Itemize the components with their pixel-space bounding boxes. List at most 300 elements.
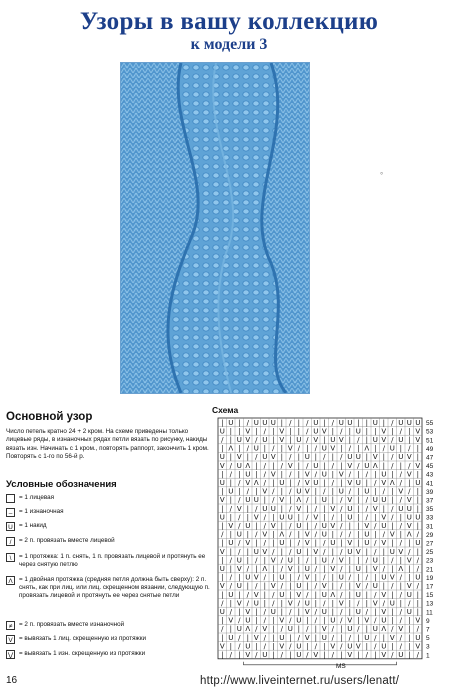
chart-row-label: 7: [426, 626, 430, 634]
chart-cell-symbol: U: [321, 556, 327, 565]
chart-cell-symbol: /: [306, 513, 309, 522]
chart-cell-symbol: /: [263, 573, 266, 582]
chart-cell-symbol: |: [297, 530, 300, 539]
chart-cell-symbol: /: [246, 418, 249, 427]
chart-cell-symbol: |: [408, 633, 411, 642]
chart-cell-symbol: U: [406, 608, 412, 616]
chart-cell-symbol: |: [357, 651, 360, 659]
chart-cell-symbol: /: [314, 582, 317, 591]
chart-cell-symbol: U: [347, 625, 353, 634]
chart-cell-symbol: |: [306, 582, 309, 591]
chart-cell-symbol: V: [406, 522, 412, 530]
chart-cell-symbol: |: [255, 461, 258, 470]
chart-cell-symbol: V: [304, 539, 310, 548]
chart-cell-symbol: |: [348, 427, 351, 436]
chart-cell-symbol: /: [399, 470, 402, 479]
chart-cell-symbol: U: [415, 418, 421, 427]
chart-cell-symbol: V: [245, 479, 251, 487]
p2tog-symbol-icon: ≠: [6, 621, 15, 630]
chart-cell-symbol: U: [245, 496, 251, 505]
chart-cell-symbol: V: [347, 461, 353, 470]
chart-cell-symbol: U: [372, 436, 378, 444]
chart-cell-symbol: /: [314, 616, 317, 625]
chart-cell-symbol: U: [389, 547, 395, 556]
chart-cell-symbol: /: [408, 547, 411, 556]
chart-cell-symbol: U: [398, 504, 404, 513]
chart-cell-symbol: /: [238, 642, 241, 651]
legend-text: = 1 лицевая: [19, 494, 55, 501]
chart-cell-symbol: |: [229, 625, 232, 634]
chart-cell-symbol: /: [280, 565, 283, 573]
chart-cell-symbol: |: [221, 590, 224, 599]
chart-cell-symbol: /: [229, 556, 232, 565]
chart-cell-symbol: |: [221, 573, 224, 582]
chart-cell-symbol: /: [306, 496, 309, 505]
chart-cell-symbol: V: [364, 522, 370, 530]
chart-cell-symbol: |: [289, 496, 292, 505]
chart-cell-symbol: U: [262, 651, 268, 659]
chart-row-label: 25: [426, 549, 434, 557]
chart-cell-symbol: |: [306, 642, 309, 651]
chart-cell-symbol: V: [330, 565, 336, 573]
chart-row-label: 21: [426, 566, 434, 574]
legend-text: = 1 накид: [19, 522, 47, 529]
chart-cell-symbol: /: [331, 461, 334, 470]
chart-cell-symbol: |: [391, 496, 394, 505]
chart-cell-symbol: U: [364, 530, 370, 539]
chart-cell-symbol: |: [297, 565, 300, 573]
chart-cell-symbol: |: [289, 651, 292, 659]
chart-cell-symbol: /: [391, 453, 394, 462]
chart-cell-symbol: /: [374, 522, 377, 530]
chart-cell-symbol: V: [389, 633, 395, 642]
chart-cell-symbol: |: [238, 651, 241, 659]
chart-cell-symbol: |: [221, 444, 224, 453]
chart-cell-symbol: |: [289, 539, 292, 548]
chart-cell-symbol: |: [314, 633, 317, 642]
chart-cell-symbol: V: [330, 504, 336, 513]
chart-cell-symbol: U: [398, 418, 404, 427]
chart-cell-symbol: Λ: [262, 565, 268, 573]
chart-cell-symbol: V: [236, 565, 242, 573]
chart-cell-symbol: V: [296, 590, 302, 599]
chart-cell-symbol: |: [408, 427, 411, 436]
chart-cell-symbol: U: [236, 625, 242, 634]
chart-cell-symbol: Λ: [253, 479, 259, 487]
chart-cell-symbol: /: [348, 573, 351, 582]
chart-row-label: 51: [426, 437, 434, 445]
chart-cell-symbol: |: [323, 479, 326, 487]
chart-cell-symbol: /: [306, 651, 309, 659]
chart-cell-symbol: U: [228, 487, 234, 496]
chart-cell-symbol: /: [263, 470, 266, 479]
chart-cell-symbol: |: [357, 522, 360, 530]
chart-row-label: 23: [426, 557, 434, 565]
chart-cell-symbol: |: [255, 565, 258, 573]
chart-cell-symbol: /: [331, 479, 334, 487]
chart-cell-symbol: |: [323, 642, 326, 651]
chart-cell-symbol: |: [246, 633, 249, 642]
chart-cell-symbol: V: [372, 504, 378, 513]
chart-cell-symbol: /: [255, 556, 258, 565]
chart-cell-symbol: U: [262, 436, 268, 444]
chart-cell-symbol: |: [340, 479, 343, 487]
chart-cell-symbol: |: [255, 487, 258, 496]
chart-cell-symbol: V: [330, 642, 336, 651]
chart-row-label: 33: [426, 514, 434, 522]
knit-symbol-icon: [6, 494, 15, 503]
chart-cell-symbol: |: [365, 453, 368, 462]
chart-cell-symbol: |: [229, 642, 232, 651]
chart-cell-symbol: |: [365, 418, 368, 427]
chart-cell-symbol: V: [389, 530, 395, 539]
chart-cell-symbol: U: [372, 625, 378, 634]
chart-cell-symbol: |: [331, 427, 334, 436]
chart-cell-symbol: Λ: [381, 625, 387, 634]
chart-cell-symbol: V: [372, 453, 378, 462]
chart-cell-symbol: /: [348, 487, 351, 496]
chart-cell-symbol: U: [398, 436, 404, 444]
chart-row-label: 15: [426, 592, 434, 600]
chart-cell-symbol: /: [340, 496, 343, 505]
chart-cell-symbol: U: [398, 453, 404, 462]
chart-cell-symbol: V: [270, 582, 276, 591]
chart-cell-symbol: U: [296, 487, 302, 496]
chart-cell-symbol: /: [374, 590, 377, 599]
chart-cell-symbol: |: [314, 496, 317, 505]
chart-cell-symbol: /: [272, 599, 275, 608]
chart-cell-symbol: U: [279, 479, 285, 487]
legend-item: [6, 537, 216, 546]
chart-cell-symbol: /: [391, 513, 394, 522]
chart-cell-symbol: V: [245, 539, 251, 548]
chart-cell-symbol: |: [348, 599, 351, 608]
chart-row-label: 1: [426, 652, 430, 660]
chart-cell-symbol: U: [364, 461, 370, 470]
chart-cell-symbol: |: [297, 608, 300, 616]
chart-cell-symbol: /: [289, 530, 292, 539]
chart-cell-symbol: /: [314, 608, 317, 616]
chart-cell-symbol: /: [297, 573, 300, 582]
chart-cell-symbol: U: [219, 513, 225, 522]
legend-text: = 1 двойная протяжка (средняя петля должна быть сверху): 2 п. снять, как при лиц. или лиц. скрещенном вязании, следующую п. провязать лицевой и протянуть ее через снятые петли: [19, 576, 210, 600]
chart-cell-symbol: |: [280, 487, 283, 496]
chart-cell-symbol: |: [255, 470, 258, 479]
chart-cell-symbol: V: [304, 573, 310, 582]
chart-cell-symbol: V: [338, 436, 344, 444]
chart-cell-symbol: |: [323, 461, 326, 470]
chart-cell-symbol: |: [416, 599, 419, 608]
knit-twisted-symbol-icon: V: [6, 635, 15, 644]
chart-cell-symbol: /: [365, 556, 368, 565]
chart-cell-symbol: |: [391, 522, 394, 530]
chart-cell-symbol: U: [279, 633, 285, 642]
chart-cell-symbol: /: [280, 651, 283, 659]
chart-cell-symbol: V: [364, 616, 370, 625]
chart-cell-symbol: |: [272, 539, 275, 548]
chart-cell-symbol: |: [408, 616, 411, 625]
chart-cell-symbol: |: [297, 513, 300, 522]
chart-cell-symbol: |: [382, 556, 385, 565]
chart-cell-symbol: |: [221, 504, 224, 513]
chart-cell-symbol: /: [306, 427, 309, 436]
chart-cell-symbol: |: [408, 642, 411, 651]
chart-cell-symbol: |: [289, 427, 292, 436]
chart-cell-symbol: |: [340, 444, 343, 453]
chart-cell-symbol: |: [382, 461, 385, 470]
chart-title: Схема: [212, 405, 239, 415]
chart-repeat-label: MS: [336, 662, 346, 670]
chart-row-label: 55: [426, 420, 434, 428]
chart-cell-symbol: |: [391, 539, 394, 548]
chart-cell-symbol: U: [415, 479, 421, 487]
chart-cell-symbol: U: [347, 513, 353, 522]
chart-cell-symbol: /: [280, 582, 283, 591]
chart-cell-symbol: /: [348, 530, 351, 539]
legend-item: [6, 508, 216, 517]
chart-cell-symbol: V: [287, 461, 293, 470]
chart-cell-symbol: U: [415, 539, 421, 548]
chart-cell-symbol: /: [340, 565, 343, 573]
chart-cell-symbol: V: [279, 616, 285, 625]
legend-title: Условные обозначения: [6, 479, 117, 490]
chart-cell-symbol: |: [246, 582, 249, 591]
chart-cell-symbol: V: [355, 642, 361, 651]
chart-cell-symbol: /: [306, 590, 309, 599]
chart-cell-symbol: V: [372, 599, 378, 608]
chart-cell-symbol: |: [331, 599, 334, 608]
chart-cell-symbol: |: [374, 608, 377, 616]
chart-cell-symbol: /: [323, 599, 326, 608]
chart-cell-symbol: |: [416, 496, 419, 505]
chart-cell-symbol: /: [323, 453, 326, 462]
chart-cell-symbol: V: [381, 539, 387, 548]
chart-cell-symbol: /: [365, 513, 368, 522]
chart-cell-symbol: V: [313, 513, 319, 522]
chart-cell-symbol: V: [347, 496, 353, 505]
chart-cell-symbol: |: [289, 436, 292, 444]
chart-cell-symbol: |: [229, 436, 232, 444]
chart-cell-symbol: U: [415, 633, 421, 642]
chart-cell-symbol: /: [399, 642, 402, 651]
chart-cell-symbol: |: [399, 513, 402, 522]
chart-cell-symbol: |: [238, 418, 241, 427]
chart-cell-symbol: /: [229, 651, 232, 659]
chart-cell-symbol: /: [297, 539, 300, 548]
chart-cell-symbol: U: [296, 436, 302, 444]
chart-cell-symbol: Λ: [296, 496, 302, 505]
chart-cell-symbol: |: [297, 461, 300, 470]
chart-cell-symbol: |: [289, 582, 292, 591]
chart-cell-symbol: /: [255, 453, 258, 462]
chart-cell-symbol: U: [262, 453, 268, 462]
chart-row-label: 45: [426, 463, 434, 471]
chart-cell-symbol: U: [219, 479, 225, 487]
purl-symbol-icon: –: [6, 508, 15, 517]
chart-cell-symbol: V: [236, 504, 242, 513]
chart-row-label: 53: [426, 428, 434, 436]
legend-text: = 2 п. провязать вместе изнаночной: [19, 621, 125, 628]
chart-cell-symbol: |: [331, 547, 334, 556]
chart-cell-symbol: |: [221, 556, 224, 565]
chart-cell-symbol: |: [280, 547, 283, 556]
chart-cell-symbol: |: [314, 625, 317, 634]
chart-cell-symbol: |: [314, 573, 317, 582]
chart-cell-symbol: |: [238, 573, 241, 582]
chart-cell-symbol: |: [314, 556, 317, 565]
chart-cell-symbol: /: [348, 444, 351, 453]
chart-cell-symbol: U: [321, 496, 327, 505]
chart-cell-symbol: U: [253, 418, 259, 427]
chart-cell-symbol: |: [391, 565, 394, 573]
chart-cell-symbol: |: [229, 427, 232, 436]
chart-cell-symbol: U: [313, 418, 319, 427]
chart-cell-symbol: U: [321, 633, 327, 642]
chart-cell-symbol: /: [263, 616, 266, 625]
chart-cell-symbol: /: [374, 479, 377, 487]
chart-cell-symbol: U: [347, 418, 353, 427]
chart-cell-symbol: V: [279, 427, 285, 436]
chart-cell-symbol: U: [321, 590, 327, 599]
chart-cell-symbol: |: [229, 496, 232, 505]
chart-cell-symbol: |: [374, 573, 377, 582]
chart-cell-symbol: /: [399, 427, 402, 436]
chart-cell-symbol: |: [357, 470, 360, 479]
chart-cell-symbol: /: [340, 504, 343, 513]
chart-cell-symbol: U: [313, 479, 319, 487]
chart-cell-symbol: /: [374, 547, 377, 556]
chart-cell-symbol: /: [314, 642, 317, 651]
chart-cell-symbol: |: [246, 530, 249, 539]
legend-text: = 1 изнаночная: [19, 508, 64, 515]
chart-cell-symbol: U: [381, 522, 387, 530]
chart-cell-symbol: /: [289, 453, 292, 462]
chart-cell-symbol: |: [323, 513, 326, 522]
chart-cell-symbol: /: [374, 633, 377, 642]
chart-cell-symbol: U: [245, 573, 251, 582]
chart-cell-symbol: V: [321, 582, 327, 591]
chart-cell-symbol: U: [279, 513, 285, 522]
chart-cell-symbol: V: [253, 633, 259, 642]
chart-cell-symbol: /: [289, 470, 292, 479]
chart-cell-symbol: /: [331, 625, 334, 634]
chart-cell-symbol: V: [347, 479, 353, 487]
chart-cell-symbol: V: [415, 427, 421, 436]
chart-cell-symbol: /: [365, 504, 368, 513]
chart-cell-symbol: U: [236, 582, 242, 591]
chart-cell-symbol: |: [382, 453, 385, 462]
chart-cell-symbol: U: [279, 539, 285, 548]
chart-cell-symbol: Λ: [228, 444, 234, 453]
chart-cell-symbol: |: [331, 487, 334, 496]
chart-cell-symbol: |: [263, 444, 266, 453]
chart-cell-symbol: |: [246, 453, 249, 462]
chart-cell-symbol: V: [415, 461, 421, 470]
chart-cell-symbol: U: [296, 651, 302, 659]
chart-cell-symbol: |: [246, 504, 249, 513]
chart-cell-symbol: |: [255, 616, 258, 625]
chart-cell-symbol: V: [236, 599, 242, 608]
chart-cell-symbol: |: [408, 625, 411, 634]
chart-cell-symbol: U: [321, 530, 327, 539]
chart-cell-symbol: V: [372, 565, 378, 573]
chart-cell-symbol: |: [391, 487, 394, 496]
chart-cell-symbol: |: [229, 513, 232, 522]
chart-cell-symbol: V: [338, 599, 344, 608]
chart-cell-symbol: /: [255, 436, 258, 444]
chart-cell-symbol: V: [219, 582, 225, 591]
chart-cell-symbol: |: [280, 453, 283, 462]
chart-row-label: 11: [426, 609, 433, 617]
pattern-section-title: Основной узор: [6, 411, 93, 423]
chart-cell-symbol: /: [340, 547, 343, 556]
chart-cell-symbol: /: [391, 436, 394, 444]
chart-cell-symbol: |: [263, 496, 266, 505]
page-number: 16: [6, 675, 18, 686]
chart-cell-symbol: V: [347, 539, 353, 548]
chart-cell-symbol: |: [229, 599, 232, 608]
chart-cell-symbol: |: [229, 453, 232, 462]
chart-cell-symbol: |: [314, 487, 317, 496]
chart-cell-symbol: |: [374, 444, 377, 453]
chart-cell-symbol: V: [279, 496, 285, 505]
chart-cell-symbol: |: [357, 504, 360, 513]
chart-cell-symbol: /: [323, 547, 326, 556]
chart-cell-symbol: U: [287, 556, 293, 565]
chart-row-label: 13: [426, 600, 434, 608]
chart-cell-symbol: |: [323, 436, 326, 444]
chart-cell-symbol: |: [399, 444, 402, 453]
chart-cell-symbol: |: [246, 513, 249, 522]
chart-cell-symbol: U: [372, 496, 378, 505]
chart-cell-symbol: U: [372, 418, 378, 427]
chart-cell-symbol: /: [399, 539, 402, 548]
chart-cell-symbol: |: [382, 547, 385, 556]
chart-cell-symbol: /: [229, 582, 232, 591]
chart-cell-symbol: /: [399, 590, 402, 599]
chart-cell-symbol: V: [228, 522, 234, 530]
chart-cell-symbol: V: [262, 530, 268, 539]
chart-cell-symbol: /: [365, 608, 368, 616]
chart-cell-symbol: /: [306, 625, 309, 634]
chart-cell-symbol: /: [365, 573, 368, 582]
chart-cell-symbol: |: [408, 539, 411, 548]
chart-cell-symbol: |: [399, 582, 402, 591]
chart-cell-symbol: U: [245, 470, 251, 479]
chart-cell-symbol: /: [391, 651, 394, 659]
chart-cell-symbol: |: [357, 616, 360, 625]
chart-row-label: 27: [426, 540, 434, 548]
chart-cell-symbol: U: [236, 436, 242, 444]
chart-cell-symbol: U: [364, 487, 370, 496]
chart-cell-symbol: |: [408, 651, 411, 659]
chart-cell-symbol: /: [263, 479, 266, 487]
chart-cell-symbol: |: [221, 539, 224, 548]
chart-cell-symbol: /: [399, 616, 402, 625]
chart-cell-symbol: U: [219, 608, 225, 616]
chart-cell-symbol: V: [270, 556, 276, 565]
chart-cell-symbol: |: [408, 436, 411, 444]
chart-cell-symbol: |: [221, 418, 224, 427]
chart-cell-symbol: |: [391, 470, 394, 479]
chart-cell-symbol: /: [263, 427, 266, 436]
chart-cell-symbol: |: [297, 453, 300, 462]
chart-cell-symbol: U: [262, 504, 268, 513]
chart-cell-symbol: |: [382, 418, 385, 427]
chart-cell-symbol: /: [416, 556, 419, 565]
chart-cell-symbol: |: [331, 453, 334, 462]
pattern-description: Число петель кратно 24 + 2 кром. На схеме приведены только лицевые ряды, в изнаночных рядах петли вязать по рисунку, накиды вязать изн. Начинать с 1 кром., повторять раппорт, закончить 1 кром. Повторять с 1-го по 56-й р.: [6, 428, 209, 461]
